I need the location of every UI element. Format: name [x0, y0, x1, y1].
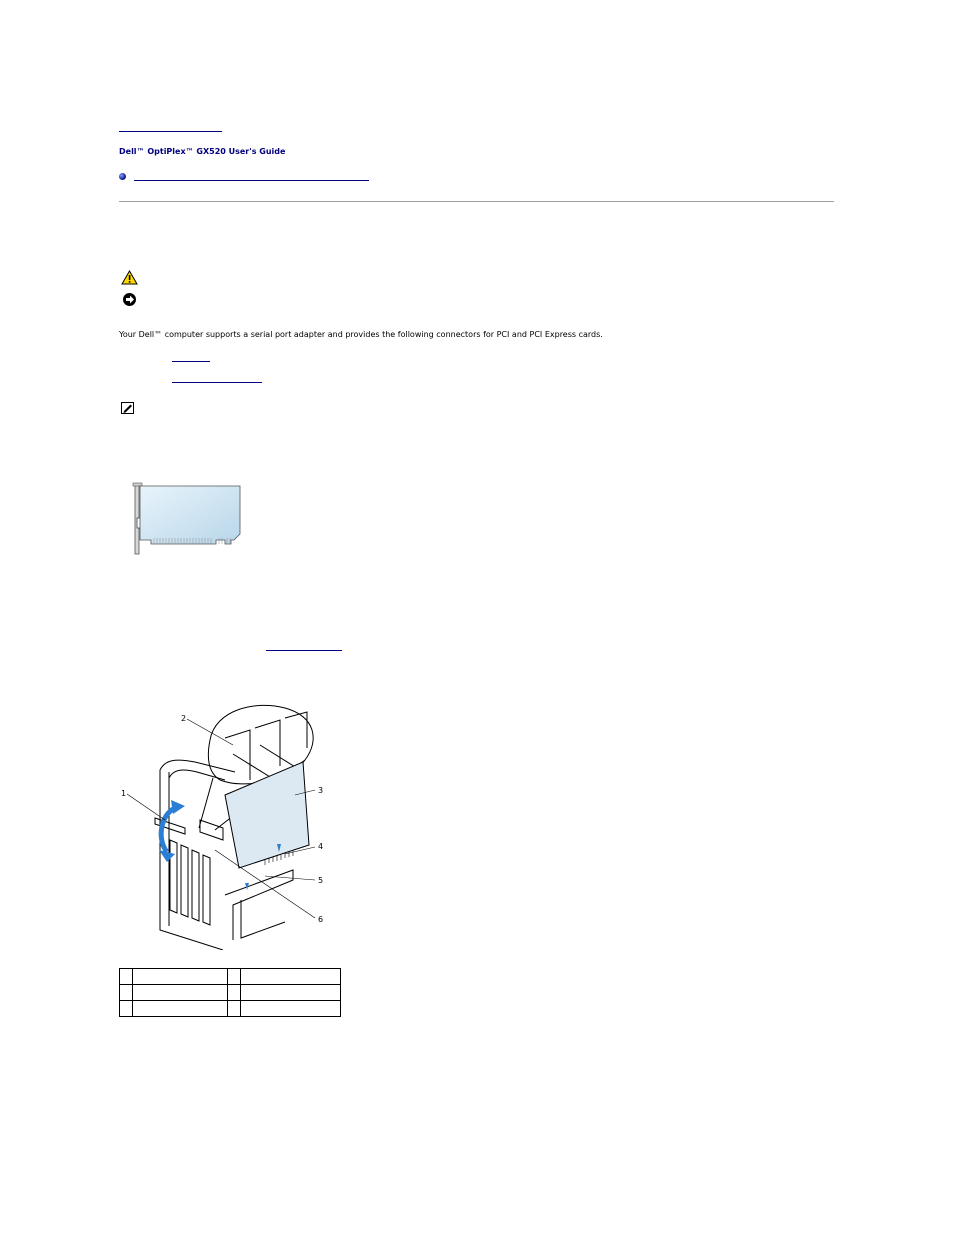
table-row: [120, 1001, 341, 1017]
table-cell: [228, 1001, 241, 1017]
callout-4: 4: [318, 842, 324, 851]
notice-arrow-icon: [122, 292, 137, 307]
callout-3: 3: [318, 786, 324, 795]
table-cell: [120, 1001, 133, 1017]
pci-card-illustration: [126, 480, 246, 558]
blue-bullet-icon: [119, 173, 126, 180]
section-link[interactable]: [134, 180, 369, 181]
callout-table: [119, 968, 341, 1017]
table-cell: [241, 1001, 341, 1017]
table-cell: [241, 985, 341, 1001]
callout-2: 2: [181, 714, 187, 723]
table-cell: [120, 985, 133, 1001]
cover-link[interactable]: [266, 650, 342, 651]
horizontal-rule: [119, 201, 834, 202]
pci-express-link[interactable]: [172, 382, 262, 383]
table-cell: [120, 969, 133, 985]
callout-6: 6: [318, 915, 324, 924]
table-cell: [133, 1001, 228, 1017]
intro-text: Your Dell™ computer supports a serial port adapter and provides the following connectors for PCI and PCI Express cards.: [119, 330, 603, 339]
note-pencil-icon: [121, 402, 134, 414]
callout-1: 1: [121, 789, 127, 798]
table-cell: [133, 985, 228, 1001]
table-cell: [228, 985, 241, 1001]
top-link[interactable]: [119, 131, 222, 132]
table-cell: [133, 969, 228, 985]
table-cell: [228, 969, 241, 985]
guide-title: Dell™ OptiPlex™ GX520 User's Guide: [119, 147, 286, 156]
table-row: [120, 985, 341, 1001]
table-row: [120, 969, 341, 985]
table-cell: [241, 969, 341, 985]
pci-link[interactable]: [172, 361, 210, 362]
callout-5: 5: [318, 876, 324, 885]
card-installation-illustration: [115, 700, 335, 950]
caution-triangle-icon: [121, 270, 138, 285]
